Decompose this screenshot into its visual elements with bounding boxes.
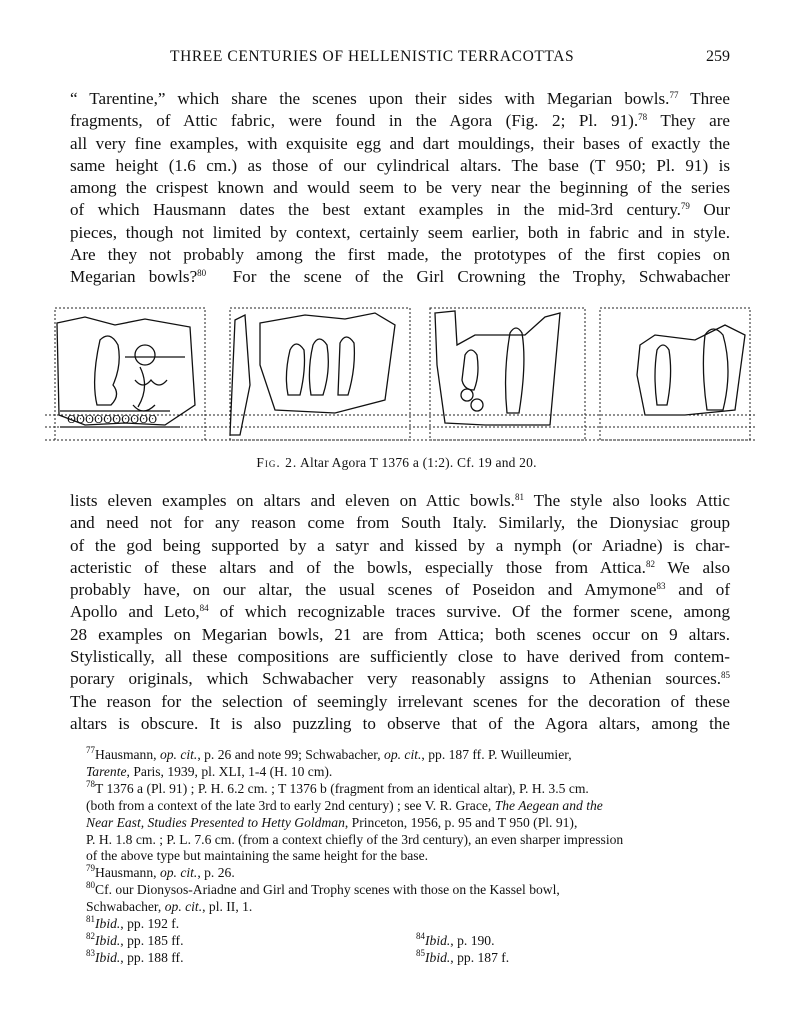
footnote-79: $^{79}$Hausmann, op. cit., p. 26. [86, 863, 235, 881]
text-line: of which Hausmann dates the best extant examples in the mid-3rd century.$^{79}$ Our [70, 200, 730, 220]
fragment-2a [230, 315, 250, 435]
footnote-ref[interactable]: 84 [199, 603, 209, 614]
text-line: 28 examples on Megarian bowls, 21 are from Attica; both scenes occur on 9 altars. [70, 624, 730, 644]
text-line: all very fine examples, with exquisite egg and dart mouldings, their bases of exactly the [70, 133, 730, 153]
footnote-82: $^{82}$Ibid., pp. 185 ff. [86, 930, 184, 948]
altar-panel-outline [230, 308, 410, 440]
caption-text: Altar Agora T 1376 a (1:2). Cf. 19 and 20. [300, 455, 537, 470]
trophy-figure [95, 336, 120, 405]
text-line: same height (1.6 cm.) as those of our cylindrical altars. The base (T 950; Pl. 91) is [70, 155, 730, 175]
page-header [70, 48, 730, 68]
figure-altar-drawing [45, 305, 755, 447]
footnote-ref[interactable]: 83 [656, 581, 666, 592]
footnote-85: $^{85}$Ibid., pp. 187 f. [416, 947, 510, 965]
fragment-3 [435, 311, 560, 425]
figure-label: Fig. 2. [256, 455, 298, 470]
text-line: among the crispest known and would seem to be very near the beginning of the series [70, 178, 730, 198]
shield-motif [135, 345, 155, 365]
footnote-ref[interactable]: 82 [645, 558, 655, 569]
footnote-78: $^{78}$T 1376 a (Pl. 91) ; P. H. 6.2 cm. ; T 1376 b (fragment from an identical altar), P. H. 3.5 cm. (both from a context of the late 3rd to early 2nd century) ; see V. R. Grace, The Aegean and the Near East, Studies Presented to Hetty Goldman, Princeton, 1956, p. 95 and T 950 (Pl. 91), P. H. 1.8 cm. ; P. L. 7.6 cm. (from a context chiefly of the 3rd century), an even sharper impression of the above type but maintaining the same height for the base. [86, 778, 624, 864]
footnote-empty [416, 916, 746, 933]
footnote-grid [86, 916, 730, 967]
footnote-ref[interactable]: 79 [680, 201, 690, 212]
text-line: and need not for any reason come from South Italy. Similarly, the Dionysiac group [70, 513, 730, 533]
page-number: 259 [706, 48, 730, 65]
rock-motif [461, 389, 473, 401]
text-line: altars is obscure. It is also puzzling to observe that of the Agora altars, among the [70, 713, 730, 733]
footnote-ref[interactable]: 81 [514, 492, 524, 502]
footnote-80: $^{80}$Cf. our Dionysos-Ariadne and Girl and Trophy scenes with those on the Kassel bowl, Schwabacher, op. cit., pl. II, 1. [86, 880, 560, 915]
text-line: Apollo and Leto,$^{84}$ of which recognizable traces survive. Of the former scene, among [70, 602, 730, 622]
footnote-84: $^{84}$Ibid., p. 190. [416, 930, 495, 948]
fragment-1 [57, 317, 195, 425]
text-line: acteristic of these altars and of the bowls, especially those from Attica.$^{82}$ We also [70, 557, 731, 577]
text-line: of the god being supported by a satyr and kissed by a nymph (or Ariadne) is char- [70, 535, 730, 555]
text-line: The reason for the selection of seemingly irrelevant scenes for the decoration of these [70, 691, 730, 711]
footnote-81: $^{81}$Ibid., pp. 192 f. [86, 914, 180, 932]
text-line: lists eleven examples on altars and eleven on Attic bowls.$^{81}$ The style also looks Attic [70, 491, 731, 510]
text-line: Megarian bowls?$^{80}$ For the scene of the Girl Crowning the Trophy, Schwabacher [70, 267, 730, 287]
trophy-lines [125, 357, 185, 407]
footnote-ref[interactable]: 85 [721, 670, 730, 681]
text-line: probably have, on our altar, the usual scenes of Poseidon and Amymone$^{83}$ and of [70, 580, 731, 600]
poseidon-amymone-scene [462, 328, 524, 413]
footnote-ref[interactable]: 80 [197, 268, 207, 279]
text-line: Stylistically, all these compositions are sufficiently close to have derived from contem- [70, 647, 730, 667]
text-line: Are they not probably among the first made, the prototypes of the first copies on [70, 245, 730, 265]
footnote-ref[interactable]: 78 [638, 112, 648, 123]
footnote-83: $^{83}$Ibid., pp. 188 ff. [86, 947, 184, 965]
rock-motif [471, 399, 483, 411]
figure-caption [0, 455, 793, 471]
footnotes [70, 747, 730, 967]
fragment-4 [637, 325, 745, 415]
apollo-leto-scene [655, 329, 728, 410]
dionysiac-group [286, 337, 354, 395]
altar-panel-outline [430, 308, 585, 440]
text-line: porary originals, which Schwabacher very reasonably assigns to Athenian sources.$^{85}$ [70, 669, 730, 689]
text-line: “ Tarentine,” which share the scenes upon their sides with Megarian bowls.$^{77}$ Three [70, 89, 730, 108]
text-line: pieces, though not limited by context, certainly seem earlier, both in fabric and in style. [70, 222, 730, 242]
running-title: THREE CENTURIES OF HELLENISTIC TERRACOTTAS [170, 48, 575, 65]
paragraph-1 [70, 88, 730, 289]
egg-dart-moulding: ʘʘʘʘʘʘʘʘʘʘ [67, 413, 158, 426]
text-line: fragments, of Attic fabric, were found in the Agora (Fig. 2; Pl. 91).$^{78}$ They are [70, 111, 730, 131]
fragment-2b [260, 313, 395, 413]
footnote-ref[interactable]: 77 [669, 90, 679, 100]
footnote-77: $^{77}$Hausmann, op. cit., p. 26 and note 99; Schwabacher, op. cit., pp. 187 ff. P. Wuilleumier, Tarente, Paris, 1939, pl. XLI, 1-4 (H. 10 cm). [86, 745, 572, 779]
paragraph-2 [70, 490, 730, 735]
